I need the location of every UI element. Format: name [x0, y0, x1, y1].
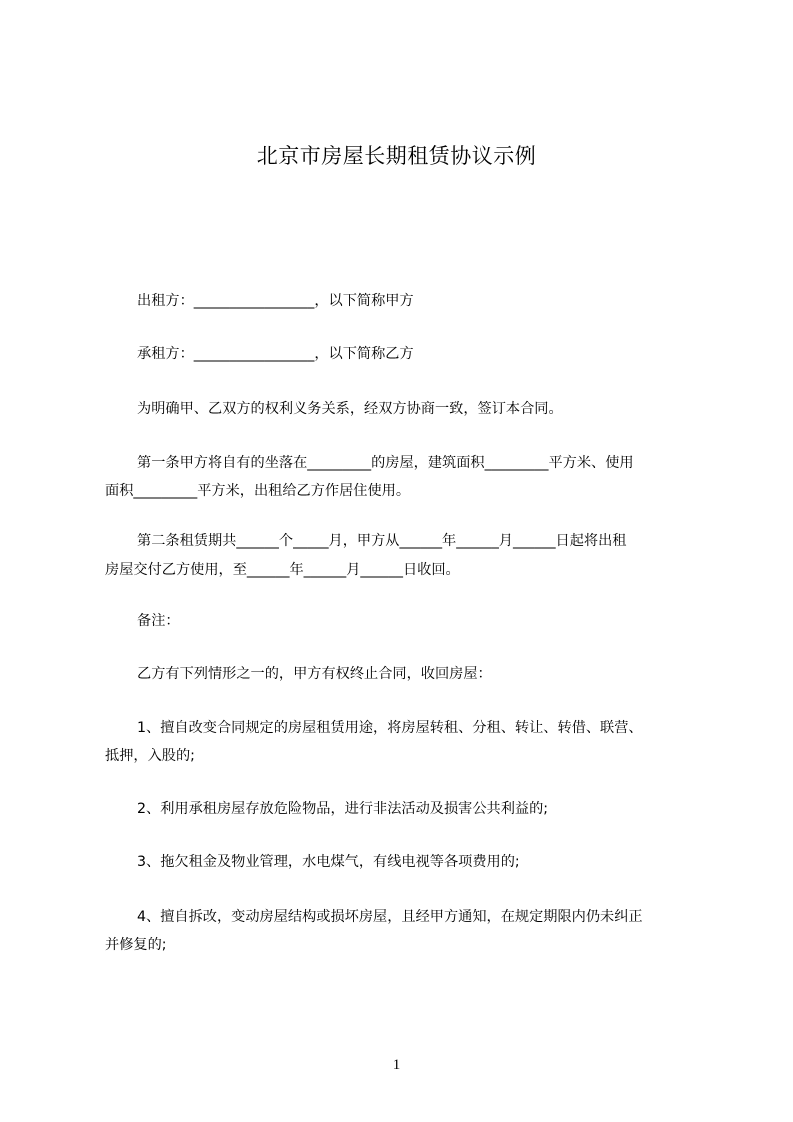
- item3-line: [137, 848, 737, 876]
- article1-line2: [105, 477, 705, 505]
- item4-line2: [105, 931, 705, 959]
- article1-text-1: 第一条甲方将自有的坐落在_________的房屋，建筑面积_________平方米、使用: [137, 455, 634, 471]
- preamble-text: 为明确甲、乙双方的权利义务关系，经双方协商一致，签订本合同。: [137, 401, 563, 417]
- preamble-line: [137, 395, 737, 423]
- item4-text-1: 4、擅自拆改，变动房屋结构或损坏房屋，且经甲方通知，在规定期限内仍未纠正: [137, 909, 643, 925]
- article2-text-1: 第二条租赁期共______个_____月，甲方从______年______月______日起将出租: [137, 533, 627, 549]
- item1-text-2: 抵押，入股的;: [105, 748, 195, 764]
- document-title: 北京市房屋长期租赁协议示例: [256, 144, 537, 168]
- note-text: 备注：: [137, 613, 180, 629]
- article1-line1: [137, 449, 737, 477]
- item4-text-2: 并修复的;: [105, 937, 167, 953]
- termination-intro-text: 乙方有下列情形之一的，甲方有权终止合同，收回房屋：: [137, 666, 492, 682]
- item4-line1: [137, 903, 737, 931]
- item1-line1: [137, 714, 737, 742]
- article2-line1: [137, 527, 737, 555]
- lessor-line: [137, 287, 737, 315]
- lessee-text: 承租方：_________________，以下简称乙方: [137, 346, 414, 362]
- article2-line2: [105, 556, 705, 584]
- article2-text-2: 房屋交付乙方使用，至______年______月______日收回。: [105, 562, 460, 578]
- article1-text-2: 面积_________平方米，出租给乙方作居住使用。: [105, 483, 411, 499]
- item3-text: 3、拖欠租金及物业管理，水电煤气，有线电视等各项费用的;: [137, 854, 520, 870]
- termination-intro-line: [137, 660, 737, 688]
- item1-text-1: 1、擅自改变合同规定的房屋租赁用途，将房屋转租、分租、转让、转借、联营、: [137, 720, 643, 736]
- lessee-line: [137, 340, 737, 368]
- item1-line2: [105, 742, 705, 770]
- item2-text: 2、利用承租房屋存放危险物品，进行非法活动及损害公共利益的;: [137, 801, 549, 817]
- note-line: [137, 607, 737, 635]
- page-number: 1: [392, 1057, 401, 1073]
- item2-line: [137, 795, 737, 823]
- lessor-text: 出租方：_________________，以下简称甲方: [137, 293, 414, 309]
